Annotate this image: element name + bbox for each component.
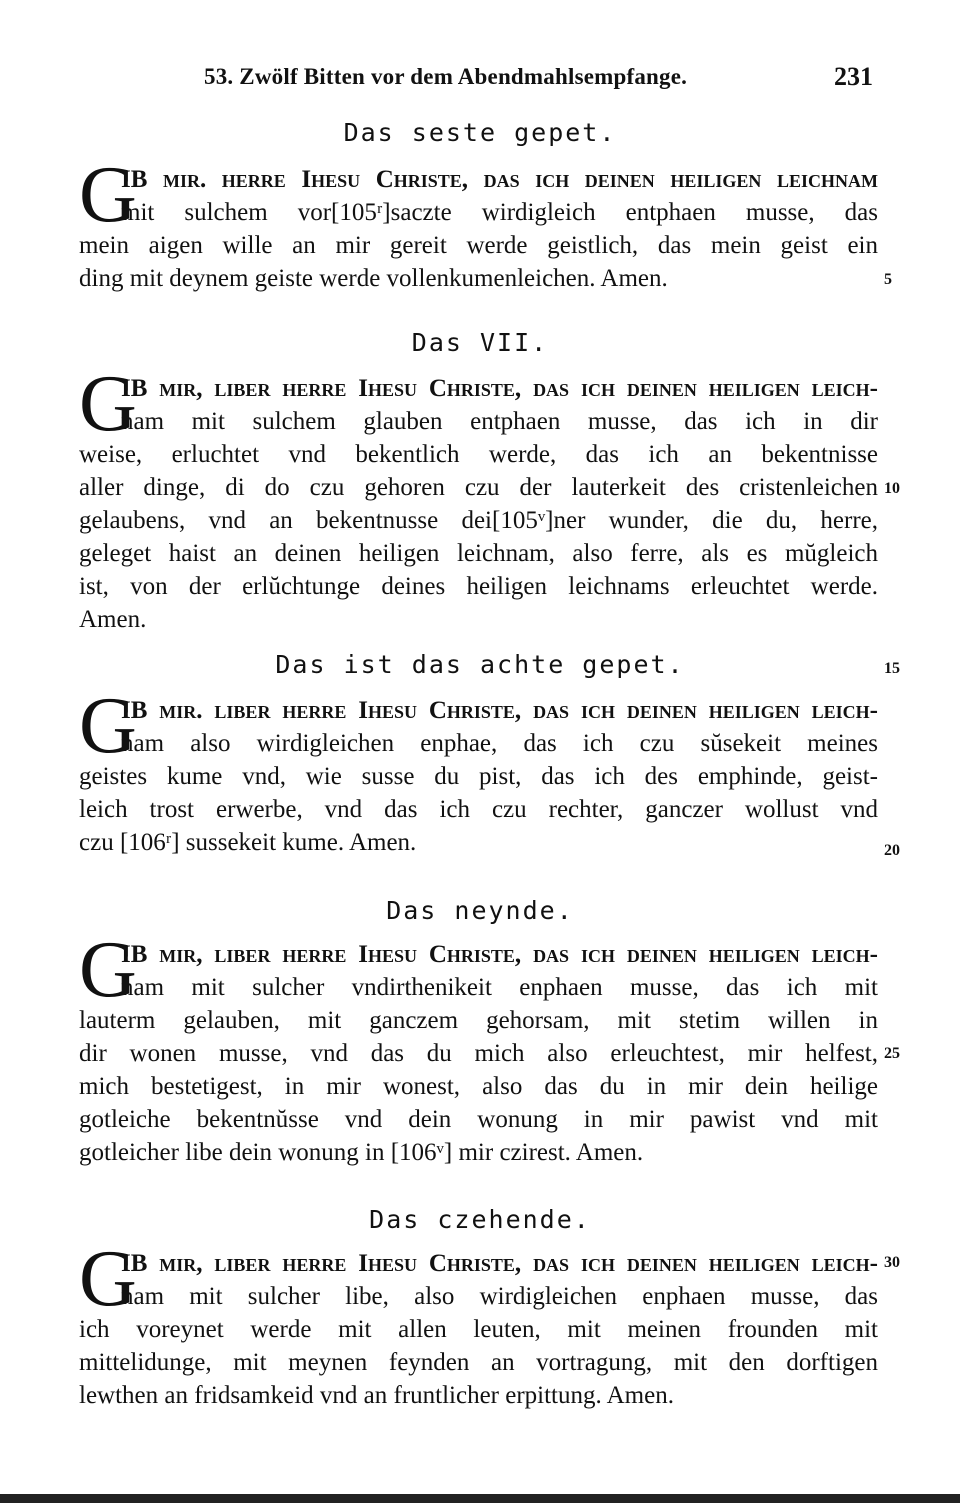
text-line: mittelidunge, mit meynen feynden an vortragung, mit den dorftigen (79, 1349, 878, 1376)
section-heading-7: Das VII. (411, 328, 549, 357)
line-number: 20 (884, 842, 900, 859)
text-line: gotleicher libe dein wonung in [106ᵛ] mir czirest. Amen. (79, 1139, 644, 1166)
text-line: mein aigen wille an mir gereit werde geistlich, das mein geist ein (79, 232, 878, 259)
prayer-9 (79, 926, 878, 1169)
line-number: 10 (884, 480, 900, 497)
line-number: 25 (884, 1045, 900, 1062)
dropcap: G (79, 1235, 137, 1323)
text-line: Amen. (79, 606, 147, 633)
dropcap: G (79, 360, 137, 448)
prayer-8 (79, 682, 878, 859)
text-line: gotleiche bekentnŭsse vnd dein wonung in mir pawist vnd mit (79, 1106, 878, 1133)
text-line: geleget haist an deinen heiligen leichnam, also ferre, als es mŭgleich (79, 540, 878, 567)
line-number: 15 (884, 660, 900, 677)
text-line: nam mit sulchem glauben entphaen musse, das ich in dir (121, 408, 878, 435)
prayer-7 (79, 360, 878, 636)
text-line: ist, von der erlŭchtunge deines heiligen leichnams erleuchtet werde. (79, 573, 878, 600)
dropcap: G (79, 682, 137, 770)
line-number: 30 (884, 1254, 900, 1271)
text-line: leich trost erwerbe, vnd das ich czu rechter, ganczer wollust vnd (79, 796, 878, 823)
page-number: 231 (834, 62, 873, 91)
text-line: ding mit deynem geiste werde vollenkumenleichen. Amen. (79, 265, 668, 292)
text-line: IB mir, liber herre Ihesu Christe, das ich deinen heiligen leich- (121, 1250, 878, 1277)
line-number: 5 (884, 271, 892, 288)
dropcap: G (79, 926, 137, 1014)
running-head: 53. Zwölf Bitten vor dem Abendmahlsempfange. (204, 64, 688, 89)
text-line: lauterm gelauben, mit ganczem gehorsam, mit stetim willen in (79, 1007, 878, 1034)
text-line: weise, erluchtet vnd bekentlich werde, das ich an bekentnisse (79, 441, 878, 468)
text-line: czu [106ʳ] sussekeit kume. Amen. (79, 829, 417, 856)
dropcap: G (79, 151, 137, 239)
text-line: IB mir. liber herre Ihesu Christe, das ich deinen heiligen leich- (121, 697, 878, 724)
text-line: nam mit sulcher libe, also wirdigleichen enphaen musse, das (121, 1283, 878, 1310)
text-line: nam mit sulcher vndirthenikeit enphaen musse, das ich mit (121, 974, 878, 1001)
section-heading-8: Das ist das achte gepet. (275, 650, 685, 679)
section-heading-9: Das neynde. (386, 896, 574, 925)
section-heading-6: Das seste gepet. (343, 118, 617, 147)
text-line: dir wonen musse, vnd das du mich also erleuchtest, mir helfest, (79, 1040, 878, 1067)
text-line: IB mir, liber herre Ihesu Christe, das ich deinen heiligen leich- (121, 375, 878, 402)
prayer-10 (79, 1235, 878, 1412)
prayer-6 (79, 151, 878, 295)
text-line: mit sulchem vor[105ʳ]saczte wirdigleich entphaen musse, das (121, 199, 878, 226)
page-edge (0, 1494, 960, 1503)
text-line: ich voreynet werde mit allen leuten, mit meinen frounden mit (79, 1316, 878, 1343)
text-line: geistes kume vnd, wie susse du pist, das ich des emphinde, geist- (79, 763, 878, 790)
text-line: IB mir. herre Ihesu Christe, das ich deinen heiligen leichnam (121, 166, 878, 193)
text-line: mich bestetigest, in mir wonest, also das du in mir dein heilige (79, 1073, 878, 1100)
text-line: nam also wirdigleichen enphae, das ich czu sŭsekeit meines (121, 730, 878, 757)
text-line: IB mir, liber herre Ihesu Christe, das ich deinen heiligen leich- (121, 941, 878, 968)
section-heading-10: Das czehende. (369, 1205, 591, 1234)
text-line: lewthen an fridsamkeid vnd an fruntlicher erpittung. Amen. (79, 1382, 674, 1409)
text-line: aller dinge, di do czu gehoren czu der lauterkeit des cristenleichen (79, 474, 878, 501)
text-line: gelaubens, vnd an bekentnusse dei[105ᵛ]ner wunder, die du, herre, (79, 507, 878, 534)
